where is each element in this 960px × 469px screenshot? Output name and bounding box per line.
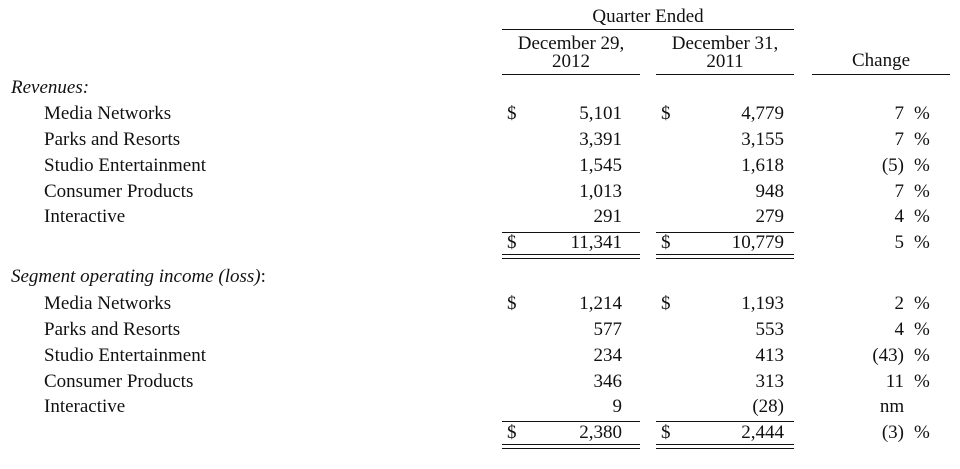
change-percent: % [914, 371, 930, 392]
header-col1-line1: December 29, [517, 33, 625, 54]
change-value: 4 [894, 206, 904, 227]
currency-symbol: $ [661, 232, 671, 253]
row-label: Interactive [44, 396, 126, 417]
change-percent: % [914, 422, 930, 443]
header-col1-line2: 2012 [552, 51, 590, 72]
header-change-rule [812, 74, 950, 75]
value-current: 2,380 [579, 422, 622, 443]
currency-symbol: $ [507, 422, 517, 443]
value-prior: 2,444 [741, 422, 784, 443]
row-label: Consumer Products [44, 181, 194, 202]
value-current: 11,341 [570, 232, 622, 253]
currency-symbol: $ [507, 293, 517, 314]
currency-symbol: $ [507, 103, 517, 124]
value-current: 1,545 [579, 155, 622, 176]
change-value: nm [879, 396, 905, 417]
change-percent: % [914, 319, 930, 340]
header-quarter-rule [502, 29, 794, 30]
revenues-total-double-rule-prev [656, 254, 794, 259]
row-label: Interactive [44, 206, 126, 227]
segment-total-double-rule-prev [656, 444, 794, 449]
change-value: 7 [894, 129, 904, 150]
header-change: Change [851, 50, 911, 71]
section-heading-revenues: Revenues: [11, 77, 90, 98]
value-prior: 4,779 [741, 103, 784, 124]
segment-heading-text: Segment operating income (loss) [11, 266, 261, 287]
header-col2-line1: December 31, [671, 33, 779, 54]
change-percent: % [914, 345, 930, 366]
row-label: Consumer Products [44, 371, 194, 392]
value-current: 1,013 [579, 181, 622, 202]
value-current: 577 [593, 319, 622, 340]
revenues-total-double-rule-cur [502, 254, 640, 259]
header-col2-line2: 2011 [706, 51, 744, 72]
segment-heading-suffix: : [260, 266, 266, 287]
change-percent: % [914, 206, 930, 227]
change-percent: % [914, 181, 930, 202]
header-col2-rule [656, 74, 794, 75]
change-value: 7 [894, 181, 904, 202]
change-value: 4 [894, 319, 904, 340]
value-current: 291 [593, 206, 622, 227]
value-prior: 10,779 [731, 232, 784, 253]
change-percent: % [914, 232, 930, 253]
header-col1-rule [502, 74, 640, 75]
value-current: 5,101 [579, 103, 622, 124]
value-prior: (28) [752, 396, 784, 417]
row-label: Parks and Resorts [44, 319, 181, 340]
currency-symbol: $ [661, 422, 671, 443]
value-current: 9 [612, 396, 622, 417]
value-prior: 279 [755, 206, 784, 227]
value-prior: 1,618 [741, 155, 784, 176]
value-prior: 553 [755, 319, 784, 340]
value-prior: 948 [755, 181, 784, 202]
row-label: Studio Entertainment [44, 345, 207, 366]
change-value: 7 [894, 103, 904, 124]
currency-symbol: $ [661, 293, 671, 314]
change-value: (5) [881, 155, 904, 176]
change-percent: % [914, 293, 930, 314]
value-current: 3,391 [579, 129, 622, 150]
currency-symbol: $ [661, 103, 671, 124]
currency-symbol: $ [507, 232, 517, 253]
change-percent: % [914, 103, 930, 124]
value-current: 234 [593, 345, 622, 366]
row-label: Media Networks [44, 103, 172, 124]
change-percent: % [914, 155, 930, 176]
section-heading-segment [11, 266, 266, 288]
change-value: 11 [885, 371, 904, 392]
value-current: 1,214 [579, 293, 622, 314]
segment-total-double-rule-cur [502, 444, 640, 449]
change-value: 2 [894, 293, 904, 314]
value-prior: 313 [755, 371, 784, 392]
row-label: Studio Entertainment [44, 155, 207, 176]
value-prior: 3,155 [741, 129, 784, 150]
value-prior: 1,193 [741, 293, 784, 314]
change-value: 5 [894, 232, 904, 253]
header-quarter-ended: Quarter Ended [592, 6, 704, 27]
change-value: (43) [872, 345, 904, 366]
change-value: (3) [881, 422, 904, 443]
row-label: Parks and Resorts [44, 129, 181, 150]
value-current: 346 [593, 371, 622, 392]
change-percent: % [914, 129, 930, 150]
value-prior: 413 [755, 345, 784, 366]
row-label: Media Networks [44, 293, 172, 314]
